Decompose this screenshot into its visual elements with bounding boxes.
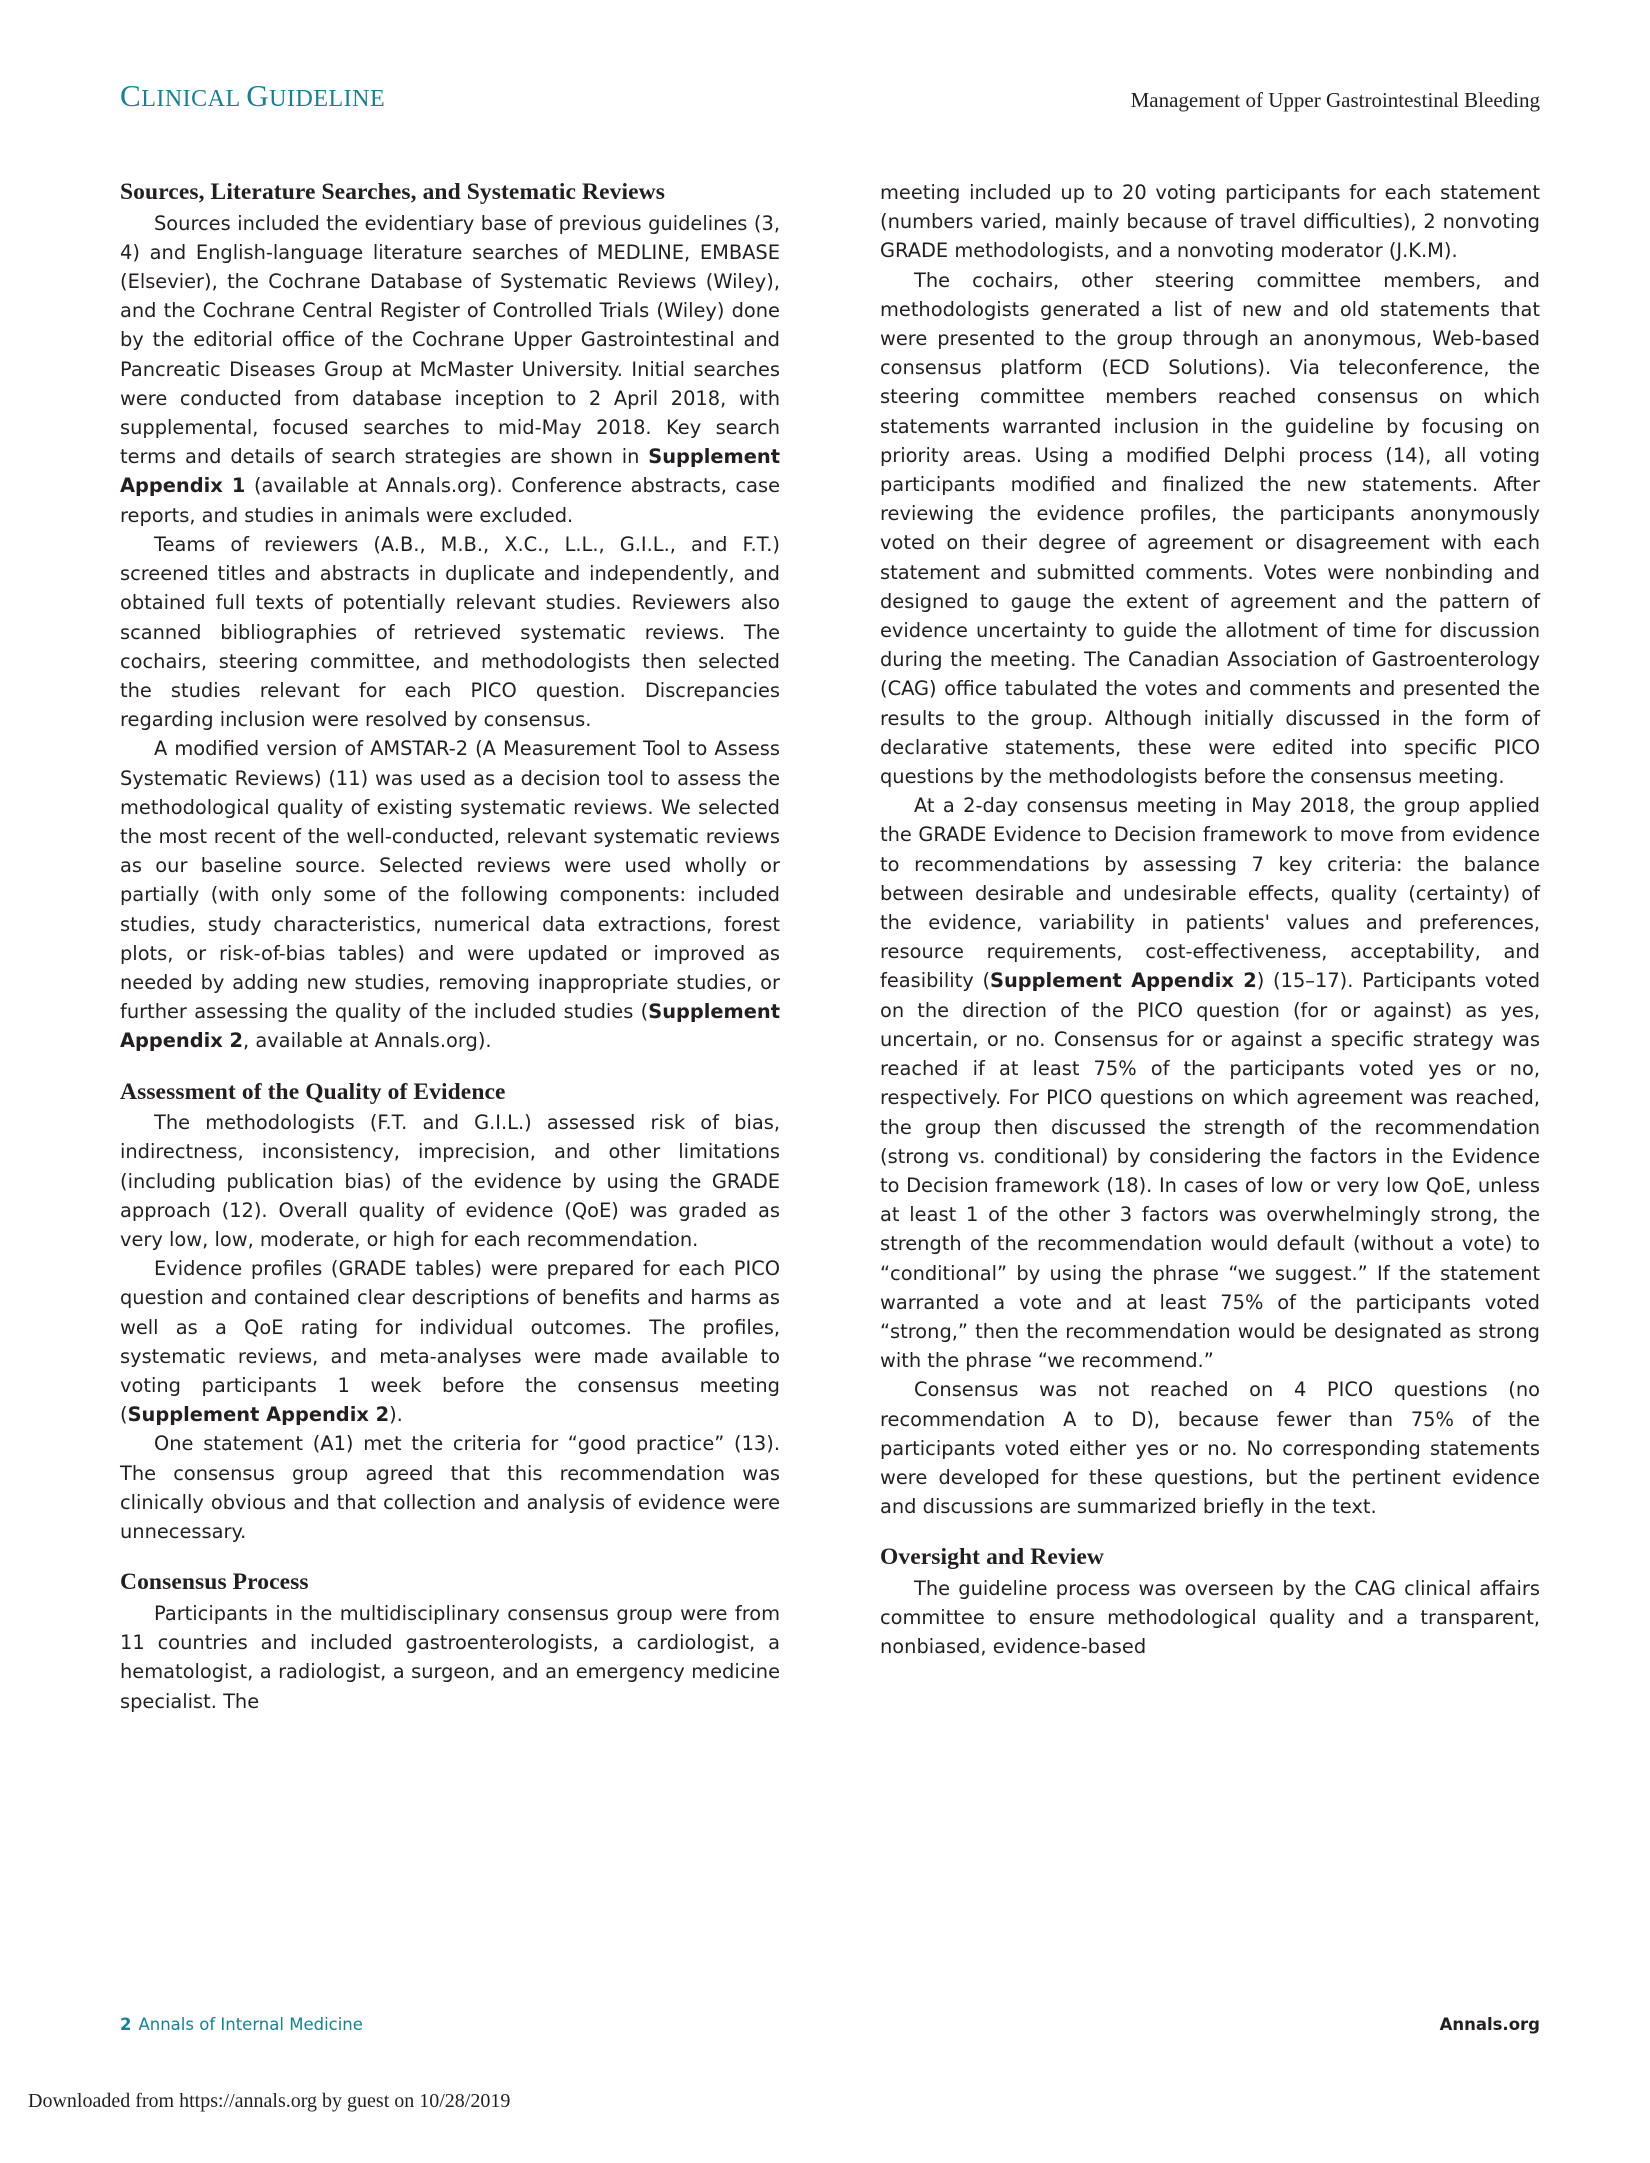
ref-supplement-appendix-2c: Supplement Appendix 2: [990, 969, 1257, 993]
paragraph-participants: Participants in the multidisciplinary consensus group were from 11 countries and included gastroenterologists, a cardiologist, a hematologist, a radiologist, a surgeon, and an emergency medicine specialist. The: [120, 1601, 780, 1713]
paragraph-reviewers: Teams of reviewers (A.B., M.B., X.C., L.L., G.I.L., and F.T.) screened titles and abstracts in duplicate and independently, and obtained full texts of potentially relevant studies. Reviewers also scanned bibliographies of retrieved systematic reviews. The cochairs, steering committee, and methodologists then selected the studies relevant for each PICO question. Discrepancies regarding inclusion were resolved by consensus.: [120, 532, 780, 732]
paragraph-meeting-participants: meeting included up to 20 voting participants for each statement (numbers varied, mainly because of travel difficulties), 2 nonvoting GRADE methodologists, and a nonvoting moderator (J.K.M).: [880, 181, 1540, 263]
ref-supplement-appendix-2a: Supplement Appendix 2: [120, 1000, 780, 1053]
heading-assessment-quality: Assessment of the Quality of Evidence: [120, 1078, 506, 1105]
left-column: [120, 178, 780, 1716]
paragraph-grade-framework-part1: At a 2-day consensus meeting in May 2018, the group applied the GRADE Evidence to Decision framework to move from evidence to recommendations by assessing 7 key criteria: the balance between desirable and undesirable effects, quality (certainty) of the evidence, variability in patients' values and preferences, resource requirements, cost-effectiveness, acceptability, and feasibility (: [880, 794, 1540, 993]
paragraph-sources-part3: (available at Annals.org). Conference abstracts, case reports, and studies in animals were excluded.: [120, 474, 781, 527]
paragraph-oversight: The guideline process was overseen by the CAG clinical affairs committee to ensure methodological quality and a transparent, nonbiased, evidence-based: [880, 1577, 1540, 1659]
paragraph-amstar-part3: , available at Annals.org).: [243, 1029, 492, 1053]
heading-oversight-review: Oversight and Review: [880, 1544, 1104, 1571]
running-head-left-uideline: UIDELINE: [269, 86, 386, 112]
paragraph-evidence-profiles-part3: ).: [389, 1403, 403, 1427]
paragraph-grade-framework: [880, 791, 1540, 1375]
running-head-left-linical: LINICAL: [141, 86, 247, 112]
paragraph-sources-part1: Sources included the evidentiary base of previous guidelines (3, 4) and English-language literature searches of MEDLINE, EMBASE (Elsevier), the Cochrane Database of Systematic Reviews (Wiley), and the Cochrane Central Register of Controlled Trials (Wiley) done by the editorial office of the Cochrane Upper Gastrointestinal and Pancreatic Diseases Group at McMaster University. Initial searches were conducted from database inception to 2 April 2018, with supplemental, focused searches to mid-May 2018. Key search terms and details of search strategies are shown in: [120, 211, 780, 469]
paragraph-methodologists: The methodologists (F.T. and G.I.L.) assessed risk of bias, indirectness, inconsistency, imprecision, and other limitations (including publication bias) of the evidence by using the GRADE approach (12). Overall quality of evidence (QoE) was graded as very low, low, moderate, or high for each recommendation.: [120, 1111, 780, 1252]
paragraph-no-consensus: Consensus was not reached on 4 PICO questions (no recommendation A to D), because fewer than 75% of the participants voted either yes or no. No corresponding statements were developed for these questions, but the pertinent evidence and discussions are summarized briefly in the text.: [880, 1378, 1540, 1519]
heading-consensus-process: Consensus Process: [120, 1569, 309, 1596]
paragraph-evidence-profiles: [120, 1254, 780, 1429]
running-head-left: [120, 78, 385, 114]
footer-website[interactable]: Annals.org: [1439, 2015, 1540, 2034]
page-header: [120, 78, 1540, 128]
ref-supplement-appendix-1: Supplement Appendix 1: [120, 445, 780, 498]
running-head-right: Management of Upper Gastrointestinal Bleeding: [1130, 88, 1540, 112]
heading-sources-literature: Sources, Literature Searches, and Systematic Reviews: [120, 179, 665, 205]
paragraph-amstar-part1: A modified version of AMSTAR-2 (A Measurement Tool to Assess Systematic Reviews) (11) was used as a decision tool to assess the methodological quality of existing systematic reviews. We selected the most recent of the well-conducted, relevant systematic reviews as our baseline source. Selected reviews were used wholly or partially (with only some of the following components: included studies, study characteristics, numerical data extractions, forest plots, or risk-of-bias tables) and were updated or improved as needed by adding new studies, removing inappropriate studies, or further assessing the quality of the included studies (: [120, 737, 780, 1024]
paragraph-good-practice: One statement (A1) met the criteria for “good practice” (13). The consensus group agreed that this recommendation was clinically obvious and that collection and analysis of evidence were unnecessary.: [120, 1432, 780, 1544]
footer-journal-name: Annals of Internal Medicine: [138, 2015, 363, 2034]
download-notice: Downloaded from https://annals.org by guest on 10/28/2019: [28, 2090, 511, 2112]
running-head-left-c: C: [120, 78, 142, 113]
paragraph-amstar: [120, 734, 780, 1055]
ref-supplement-appendix-2b: Supplement Appendix 2: [127, 1403, 390, 1427]
running-head-left-g: G: [246, 78, 270, 113]
page-footer: [120, 2015, 1540, 2045]
paragraph-evidence-profiles-part1: Evidence profiles (GRADE tables) were prepared for each PICO question and contained clear descriptions of benefits and harms as well as a QoE rating for individual outcomes. The profiles, systematic reviews, and meta-analyses were made available to voting participants 1 week before the consensus meeting (: [120, 1257, 780, 1427]
footer-journal: [120, 2015, 363, 2034]
paragraph-grade-framework-part3: ) (15–17). Participants voted on the direction of the PICO question (for or against) as yes, uncertain, or no. Consensus for or against a specific strategy was reached if at least 75% of the participants voted yes or no, respectively. For PICO questions on which agreement was reached, the group then discussed the strength of the recommendation (strong vs. conditional) by considering the factors in the Evidence to Decision framework (18). In cases of low or very low QoE, unless at least 1 of the other 3 factors was overwhelmingly strong, the strength of the recommendation would default (without a vote) to “conditional” by using the phrase “we suggest.” If the statement warranted a vote and at least 75% of the participants voted “strong,” then the recommendation would be designated as strong with the phrase “we recommend.”: [880, 969, 1541, 1373]
footer-page-number: 2: [120, 2015, 132, 2034]
paragraph-cochairs: The cochairs, other steering committee members, and methodologists generated a list of new and old statements that were presented to the group through an anonymous, Web-based consensus platform (ECD Solutions). Via teleconference, the steering committee members reached consensus on which statements warranted inclusion in the guideline by focusing on priority areas. Using a modified Delphi process (14), all voting participants modified and finalized the new statements. After reviewing the evidence profiles, the participants anonymously voted on their degree of agreement or disagreement with each statement and submitted comments. Votes were nonbinding and designed to gauge the extent of agreement and the pattern of evidence uncertainty to guide the allotment of time for discussion during the meeting. The Canadian Association of Gastroenterology (CAG) office tabulated the votes and comments and presented the results to the group. Although initially discussed in the form of declarative statements, these were edited into specific PICO questions by the methodologists before the consensus meeting.: [880, 268, 1540, 789]
paragraph-sources: [120, 209, 780, 530]
right-column: [880, 178, 1540, 1662]
